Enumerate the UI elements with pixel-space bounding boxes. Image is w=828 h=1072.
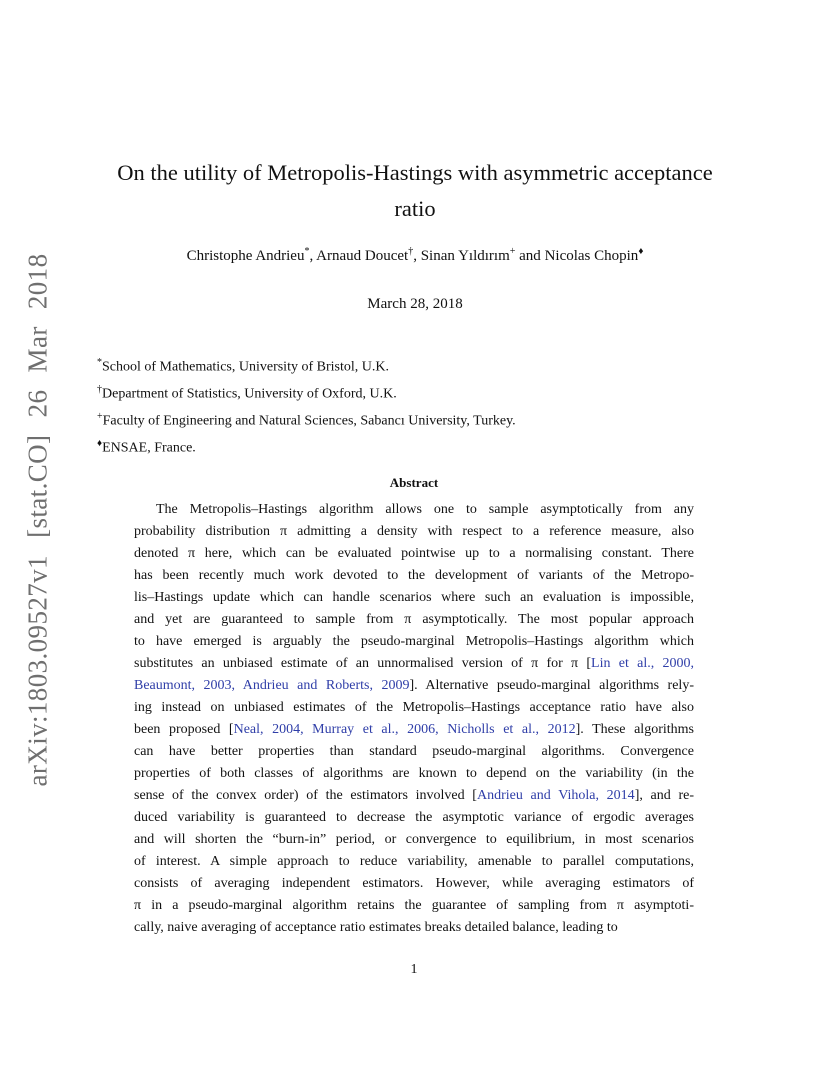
abstract-text: The Metropolis–Hastings algorithm allows one to sample asymptotically from any xyxy=(156,502,694,517)
author-affiliation-mark: † xyxy=(408,246,414,257)
abstract-heading: Abstract xyxy=(389,475,439,490)
affiliation-text: School of Mathematics, University of Bristol, U.K. xyxy=(102,359,389,375)
abstract-text: has been recently much work devoted to the development of variants of the Metropo- xyxy=(134,568,694,583)
affiliation-mark: ♦ xyxy=(97,438,103,450)
abstract-line xyxy=(134,873,694,895)
affiliation-item xyxy=(97,433,516,460)
abstract-line xyxy=(134,741,694,763)
affiliation-text: Faculty of Engineering and Natural Sciences, Sabancı University, Turkey. xyxy=(102,413,516,429)
abstract-line xyxy=(134,499,694,521)
abstract-text: cally, naive averaging of acceptance ratio estimates breaks detailed balance, leading to xyxy=(134,920,618,935)
abstract-line xyxy=(134,543,694,565)
abstract-line xyxy=(134,631,694,653)
affiliation-mark: + xyxy=(97,411,103,423)
author-separator: and xyxy=(515,248,545,264)
affiliation-item xyxy=(97,379,516,406)
author-name: Arnaud Doucet xyxy=(316,248,409,264)
abstract-line xyxy=(134,763,694,785)
affiliation-item xyxy=(97,406,516,433)
paper-title-line: ratio xyxy=(394,196,436,221)
abstract-line xyxy=(134,521,694,543)
abstract-text: lis–Hastings update which can handle scenarios where such an evaluation is impossible, xyxy=(134,590,694,605)
abstract-line xyxy=(134,587,694,609)
abstract-text: ing instead on unbiased estimates of the Metropolis–Hastings acceptance ratio have also xyxy=(134,700,694,715)
abstract-line xyxy=(134,895,694,917)
author-affiliation-mark: + xyxy=(509,246,516,257)
affiliation-mark: * xyxy=(97,357,102,368)
abstract-text: and will shorten the “burn-in” period, or convergence to equilibrium, in most scenarios xyxy=(134,832,694,847)
abstract-text: can have better properties than standard pseudo-marginal algorithms. Convergence xyxy=(134,744,694,759)
abstract-line xyxy=(134,565,694,587)
abstract-line xyxy=(134,807,694,829)
affiliation-list xyxy=(97,352,516,461)
affiliation-mark: † xyxy=(97,384,102,396)
abstract-text: sense of the convex order) of the estimators involved [ xyxy=(134,788,477,803)
abstract-line xyxy=(134,719,694,741)
abstract-text: been proposed [ xyxy=(134,722,234,737)
abstract-text: substitutes an unbiased estimate of an unnormalised version of π for π [ xyxy=(134,656,592,671)
affiliation-text: Department of Statistics, University of Oxford, U.K. xyxy=(102,386,397,402)
author-separator: , xyxy=(413,248,421,264)
abstract-line xyxy=(134,851,694,873)
abstract-text: properties of both classes of algorithms are known to depend on the variability (in the xyxy=(134,766,694,781)
page-number: 1 xyxy=(410,962,418,977)
abstract-text: denoted π here, which can be evaluated pointwise up to a normalising constant. There xyxy=(134,546,694,561)
author-name: Nicolas Chopin xyxy=(544,248,639,264)
paper-title xyxy=(90,155,740,227)
abstract-line xyxy=(134,675,694,697)
affiliation-text: ENSAE, France. xyxy=(102,441,196,457)
citation-link[interactable]: Beaumont, 2003, Andrieu and Roberts, 2009 xyxy=(134,678,410,693)
author-affiliation-mark: ♦ xyxy=(638,246,644,257)
abstract-line xyxy=(134,917,694,939)
abstract-body xyxy=(134,499,694,939)
author-name: Sinan Yıldırım xyxy=(420,248,510,264)
arxiv-identifier-stamp: arXiv:1803.09527v1 [stat.CO] 26 Mar 2018 xyxy=(22,253,53,787)
abstract-text: of interest. A simple approach to reduce variability, amenable to parallel computations, xyxy=(134,854,694,869)
abstract-line xyxy=(134,829,694,851)
abstract-text: to have emerged is arguably the pseudo-marginal Metropolis–Hastings algorithm which xyxy=(134,634,694,649)
publication-date: March 28, 2018 xyxy=(367,296,463,312)
abstract-text: consists of averaging independent estimators. However, while averaging estimators of xyxy=(134,876,694,891)
abstract-text: ]. Alternative pseudo-marginal algorithms rely- xyxy=(409,678,694,693)
author-list xyxy=(120,241,710,267)
abstract-text: duced variability is guaranteed to decrease the asymptotic variance of ergodic averages xyxy=(134,810,694,825)
abstract-line xyxy=(134,609,694,631)
author-name: Christophe Andrieu xyxy=(186,248,305,264)
citation-link[interactable]: Neal, 2004, Murray et al., 2006, Nicholls et al., 2012 xyxy=(233,722,576,737)
author-separator: , xyxy=(309,248,317,264)
abstract-line xyxy=(134,653,694,675)
abstract-line xyxy=(134,785,694,807)
abstract-text: ]. These algorithms xyxy=(575,722,694,737)
affiliation-item xyxy=(97,352,516,379)
abstract-line xyxy=(134,697,694,719)
abstract-text: probability distribution π admitting a density with respect to a reference measure, also xyxy=(134,524,694,539)
paper-title-line: On the utility of Metropolis-Hastings with asymmetric acceptance xyxy=(117,160,713,185)
citation-link[interactable]: Andrieu and Vihola, 2014 xyxy=(476,788,635,803)
citation-link[interactable]: Lin et al., 2000, xyxy=(591,656,694,671)
author-affiliation-mark: * xyxy=(304,246,310,257)
abstract-text: π in a pseudo-marginal algorithm retains the guarantee of sampling from π asymptoti- xyxy=(134,898,694,913)
abstract-text: ], and re- xyxy=(634,788,694,803)
abstract-text: and yet are guaranteed to sample from π asymptotically. The most popular approach xyxy=(134,612,694,627)
